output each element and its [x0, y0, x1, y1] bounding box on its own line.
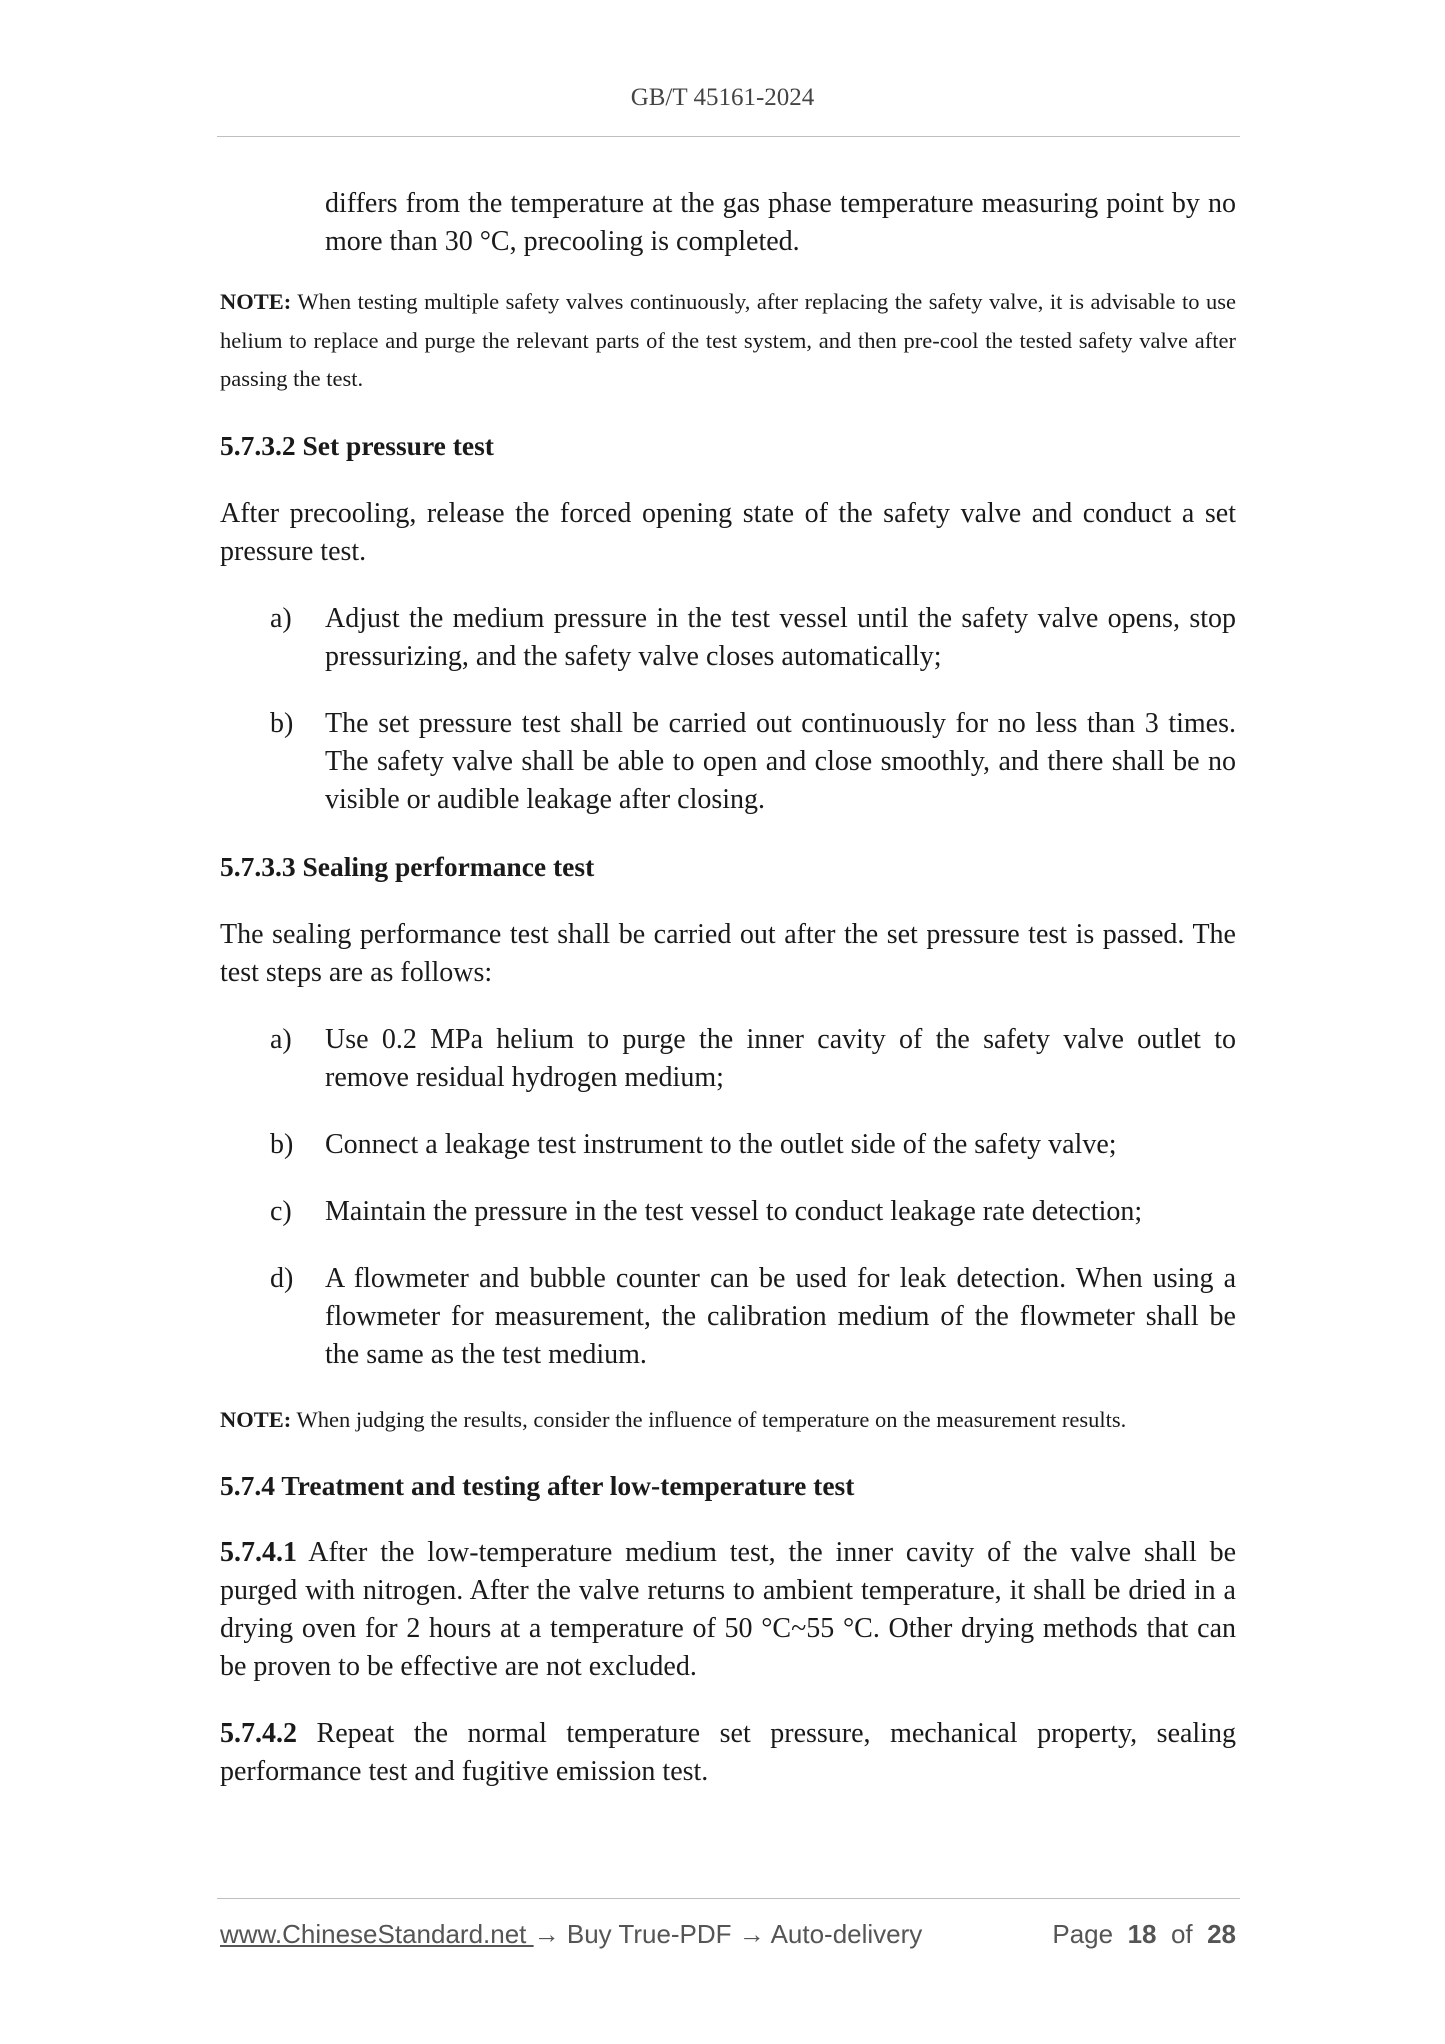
note-label: NOTE:: [220, 289, 292, 314]
list-item: [220, 705, 1236, 819]
total-pages: 28: [1207, 1919, 1236, 1949]
paragraph-5-7-3-2: After precooling, release the forced opening state of the safety valve and conduct a set pressure test.: [220, 497, 1236, 567]
note-label: NOTE:: [220, 1406, 292, 1432]
list-item: [220, 600, 1236, 676]
document-id-header: GB/T 45161-2024: [630, 84, 815, 111]
list-item-label: b): [270, 707, 294, 739]
heading-5-7-3-2: 5.7.3.2 Set pressure test: [220, 429, 494, 461]
list-item-text: Use 0.2 MPa helium to purge the inner cavity of the safety valve outlet to remove residual hydrogen medium;: [325, 1023, 1236, 1093]
note-text: When judging the results, consider the influence of temperature on the measurement results.: [291, 1406, 1127, 1432]
clause-number: 5.7.4.2: [220, 1718, 297, 1749]
note-paragraph-1: [220, 283, 1236, 399]
current-page: 18: [1127, 1919, 1157, 1949]
heading-5-7-4: 5.7.4 Treatment and testing after low-temperature test: [220, 1470, 855, 1501]
page-footer: [220, 1919, 1236, 1953]
list-item-label: b): [270, 1128, 294, 1160]
footer-left: [220, 1919, 922, 1950]
footer-rule: [217, 1898, 1240, 1899]
list-item-text: The set pressure test shall be carried out continuously for no less than 3 times. The safety valve shall be able to open and close smoothly, and there shall be no visible or audible leakage after closing.: [325, 707, 1236, 815]
list-item-text: Maintain the pressure in the test vessel to conduct leakage rate detection;: [325, 1195, 1143, 1227]
page-word: Page: [1052, 1919, 1114, 1949]
list-item-text: Connect a leakage test instrument to the outlet side of the safety valve;: [325, 1128, 1117, 1160]
list-item: [220, 1193, 1236, 1231]
paragraph-5-7-4-2: [220, 1715, 1236, 1791]
list-item-label: a): [270, 1023, 292, 1055]
list-item-label: d): [270, 1262, 294, 1294]
clause-text: Repeat the normal temperature set pressure, mechanical property, sealing performance test and fugitive emission test.: [220, 1718, 1236, 1787]
list-item: [220, 1021, 1236, 1097]
clause-text: After the low-temperature medium test, the inner cavity of the valve shall be purged with nitrogen. After the valve returns to ambient temperature, it shall be dried in a drying oven for 2 hours at a temperature of 50 °C~55 °C. Other drying methods that can be proven to be effective are not excluded.: [220, 1537, 1236, 1682]
buy-text: → Buy True-PDF → Auto-delivery: [533, 1919, 923, 1949]
page-content: [220, 185, 1236, 1791]
list-item-label: c): [270, 1195, 292, 1227]
list-item: [220, 1126, 1236, 1164]
page-indicator: [1052, 1919, 1236, 1950]
clause-number: 5.7.4.1: [220, 1537, 297, 1568]
list-item: [220, 1260, 1236, 1374]
paragraph-5-7-3-3: The sealing performance test shall be carried out after the set pressure test is passed. The test steps are as follows:: [220, 918, 1236, 988]
list-item-text: A flowmeter and bubble counter can be used for leak detection. When using a flowmeter for measurement, the calibration medium of the flowmeter shall be the same as the test medium.: [325, 1262, 1236, 1370]
paragraph-5-7-4-1: [220, 1534, 1236, 1686]
heading-5-7-3-3: 5.7.3.3 Sealing performance test: [220, 850, 595, 882]
continued-paragraph: differs from the temperature at the gas phase temperature measuring point by no more than 30 °C, precooling is completed.: [325, 188, 1236, 257]
list-item-text: Adjust the medium pressure in the test vessel until the safety valve opens, stop pressurizing, and the safety valve closes automatically;: [325, 602, 1236, 672]
note-text: When testing multiple safety valves continuously, after replacing the safety valve, it is advisable to use helium to replace and purge the relevant parts of the test system, and then pre-cool the tested safety valve after passing the test.: [220, 289, 1236, 391]
list-item-label: a): [270, 602, 292, 634]
note-paragraph-2: [220, 1401, 1236, 1440]
site-link[interactable]: www.ChineseStandard.net: [220, 1919, 534, 1949]
of-word: of: [1170, 1919, 1193, 1949]
header-rule: [217, 136, 1240, 137]
